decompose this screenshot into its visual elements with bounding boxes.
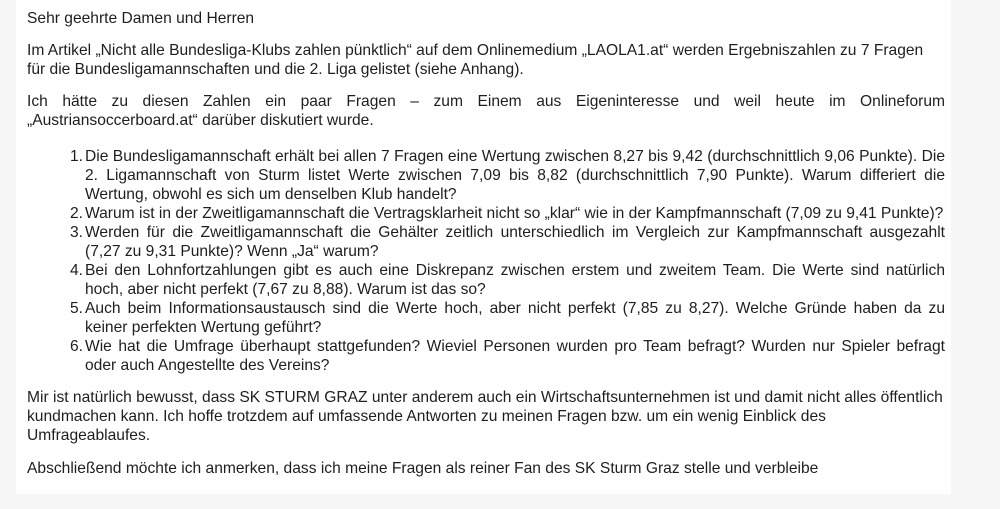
question-item (69, 261, 945, 299)
question-item (69, 337, 945, 375)
question-number: 5. (69, 300, 83, 317)
closing-paragraph: Mir ist natürlich bewusst, dass SK STURM GRAZ unter anderem auch ein Wirtschaftsunternehmen ist und damit nicht alles öffentlich kundmachen kann. Ich hoffe trotzdem auf umfassende Antworten zu meinen Fragen bzw. um ein wenig Einblick des Umfrageablaufes. (27, 389, 943, 444)
question-text: Werden für die Zweitligamannschaft die Gehälter zeitlich unterschiedlich im Vergleich zur Kampfmannschaft ausgezahlt (7,27 zu 9,31 Punkte)? Wenn „Ja“ warum? (85, 224, 945, 260)
questions-list (27, 147, 945, 375)
question-number: 3. (69, 224, 83, 241)
questions-lead-paragraph: Ich hätte zu diesen Zahlen ein paar Fragen – zum Einem aus Eigeninteresse und weil heute im Onlineforum „Austriansoccerboard.at“ darüber diskutiert wurde. (27, 93, 945, 129)
question-item (69, 223, 945, 261)
greeting: Sehr geehrte Damen und Herren (27, 10, 255, 27)
question-item (69, 147, 945, 204)
question-text: Auch beim Informationsaustausch sind die Werte hoch, aber nicht perfekt (7,85 zu 8,27). Welche Gründe haben da zu keiner perfekten Wertung geführt? (85, 300, 945, 336)
question-text: Wie hat die Umfrage überhaupt stattgefunden? Wieviel Personen wurden pro Team befragt? Wurden nur Spieler befragt oder auch Angestellte des Vereins? (85, 338, 945, 374)
question-text: Die Bundesligamannschaft erhält bei allen 7 Fragen eine Wertung zwischen 8,27 bis 9,42 (durchschnittlich 9,06 Punkte). Die 2. Ligamannschaft von Sturm listet Werte zwischen 7,09 bis 8,82 (durchschnittlich 7,90 Punkte). Warum differiert die Wertung, obwohl es sich um denselben Klub handelt? (85, 148, 945, 203)
document-body (27, 9, 945, 478)
question-text: Bei den Lohnfortzahlungen gibt es auch eine Diskrepanz zwischen erstem und zweitem Team. Die Werte sind natürlich hoch, aber nicht perfekt (7,67 zu 8,88). Warum ist das so? (85, 262, 945, 298)
document-page (16, 0, 951, 494)
question-item (69, 299, 945, 337)
question-number: 1. (69, 148, 83, 165)
question-text: Warum ist in der Zweitligamannschaft die Vertragsklarheit nicht so „klar“ wie in der Kampfmannschaft (7,09 zu 9,41 Punkte)? (85, 205, 944, 222)
final-paragraph: Abschließend möchte ich anmerken, dass ich meine Fragen als reiner Fan des SK Sturm Graz stelle und verbleibe (27, 460, 819, 477)
question-number: 6. (69, 338, 83, 355)
question-number: 2. (69, 205, 83, 222)
question-number: 4. (69, 262, 83, 279)
intro-paragraph: Im Artikel „Nicht alle Bundesliga-Klubs zahlen pünktlich“ auf dem Onlinemedium „LAOLA1.at“ werden Ergebniszahlen zu 7 Fragen für die Bundesligamannschaften und die 2. Liga gelistet (siehe Anhang). (27, 42, 924, 78)
question-item (69, 204, 945, 223)
